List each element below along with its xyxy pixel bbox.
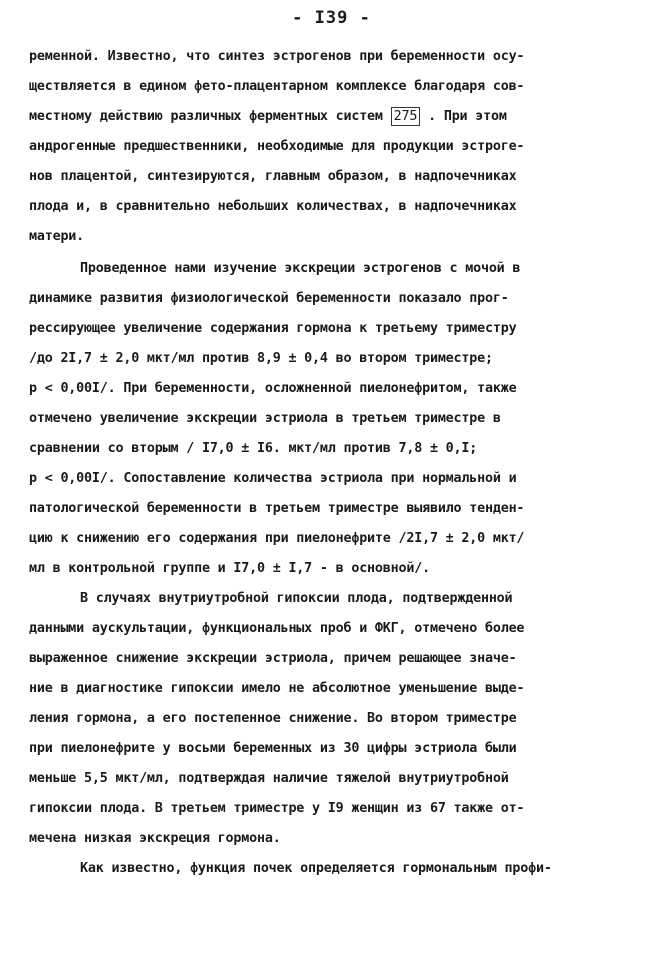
text-line: ние в диагностике гипоксии имело не абсолютное уменьшение выде- (29, 681, 525, 696)
paragraph-first-line: Как известно, функция почек определяется гормональным профи- (80, 861, 552, 876)
text-line: динамике развития физиологической беременности показало прог- (29, 291, 509, 306)
paragraph-first-line: Проведенное нами изучение экскреции эстрогенов с мочой в (80, 261, 521, 276)
page-number: - I39 - (292, 8, 371, 28)
text-line: плода и, в сравнительно небольших количествах, в надпочечниках (29, 199, 517, 214)
text-line: ременной. Известно, что синтез эстрогенов при беременности осу- (29, 49, 525, 64)
text-segment: . При этом (420, 109, 507, 124)
text-line: /до 2I,7 ± 2,0 мкт/мл против 8,9 ± 0,4 во втором триместре; (29, 351, 493, 366)
text-line: ществляется в едином фето-плацентарном комплексе благодаря сов- (29, 79, 525, 94)
text-line: выраженное снижение экскреции эстриола, причем решающее значе- (29, 651, 517, 666)
text-line: матери. (29, 229, 85, 244)
text-line-with-reference (29, 104, 507, 130)
text-line: р < 0,00I/. Сопоставление количества эстриола при нормальной и (29, 471, 517, 486)
text-line: гипоксии плода. В третьем триместре у I9 женщин из 67 также от- (29, 801, 525, 816)
text-line: рессирующее увеличение содержания гормона к третьему триместру (29, 321, 517, 336)
text-line: сравнении со вторым / I7,0 ± I6. мкт/мл против 7,8 ± 0,I; (29, 441, 478, 456)
paragraph-first-line: В случаях внутриутробной гипоксии плода, подтвержденной (80, 591, 513, 606)
text-line: отмечено увеличение экскреции эстриола в третьем триместре в (29, 411, 501, 426)
text-line: меньше 5,5 мкт/мл, подтверждая наличие тяжелой внутриутробной (29, 771, 509, 786)
text-line: р < 0,00I/. При беременности, осложненной пиелонефритом, также (29, 381, 517, 396)
text-line: ления гормона, а его постепенное снижение. Во втором триместре (29, 711, 517, 726)
text-segment: местному действию различных ферментных систем (29, 109, 391, 124)
text-line: цию к снижению его содержания при пиелонефрите /2I,7 ± 2,0 мкт/ (29, 531, 525, 546)
text-line: мечена низкая экскреция гормона. (29, 831, 281, 846)
text-line: данными аускультации, функциональных проб и ФКГ, отмечено более (29, 621, 525, 636)
text-line: патологической беременности в третьем триместре выявило тенден- (29, 501, 525, 516)
text-line: мл в контрольной группе и I7,0 ± I,7 - в основной/. (29, 561, 430, 576)
text-line: при пиелонефрите у восьми беременных из 30 цифры эстриола были (29, 741, 517, 756)
text-line: нов плацентой, синтезируются, главным образом, в надпочечниках (29, 169, 517, 184)
citation-reference: 275 (391, 107, 421, 126)
text-line: андрогенные предшественники, необходимые для продукции эстроге- (29, 139, 525, 154)
